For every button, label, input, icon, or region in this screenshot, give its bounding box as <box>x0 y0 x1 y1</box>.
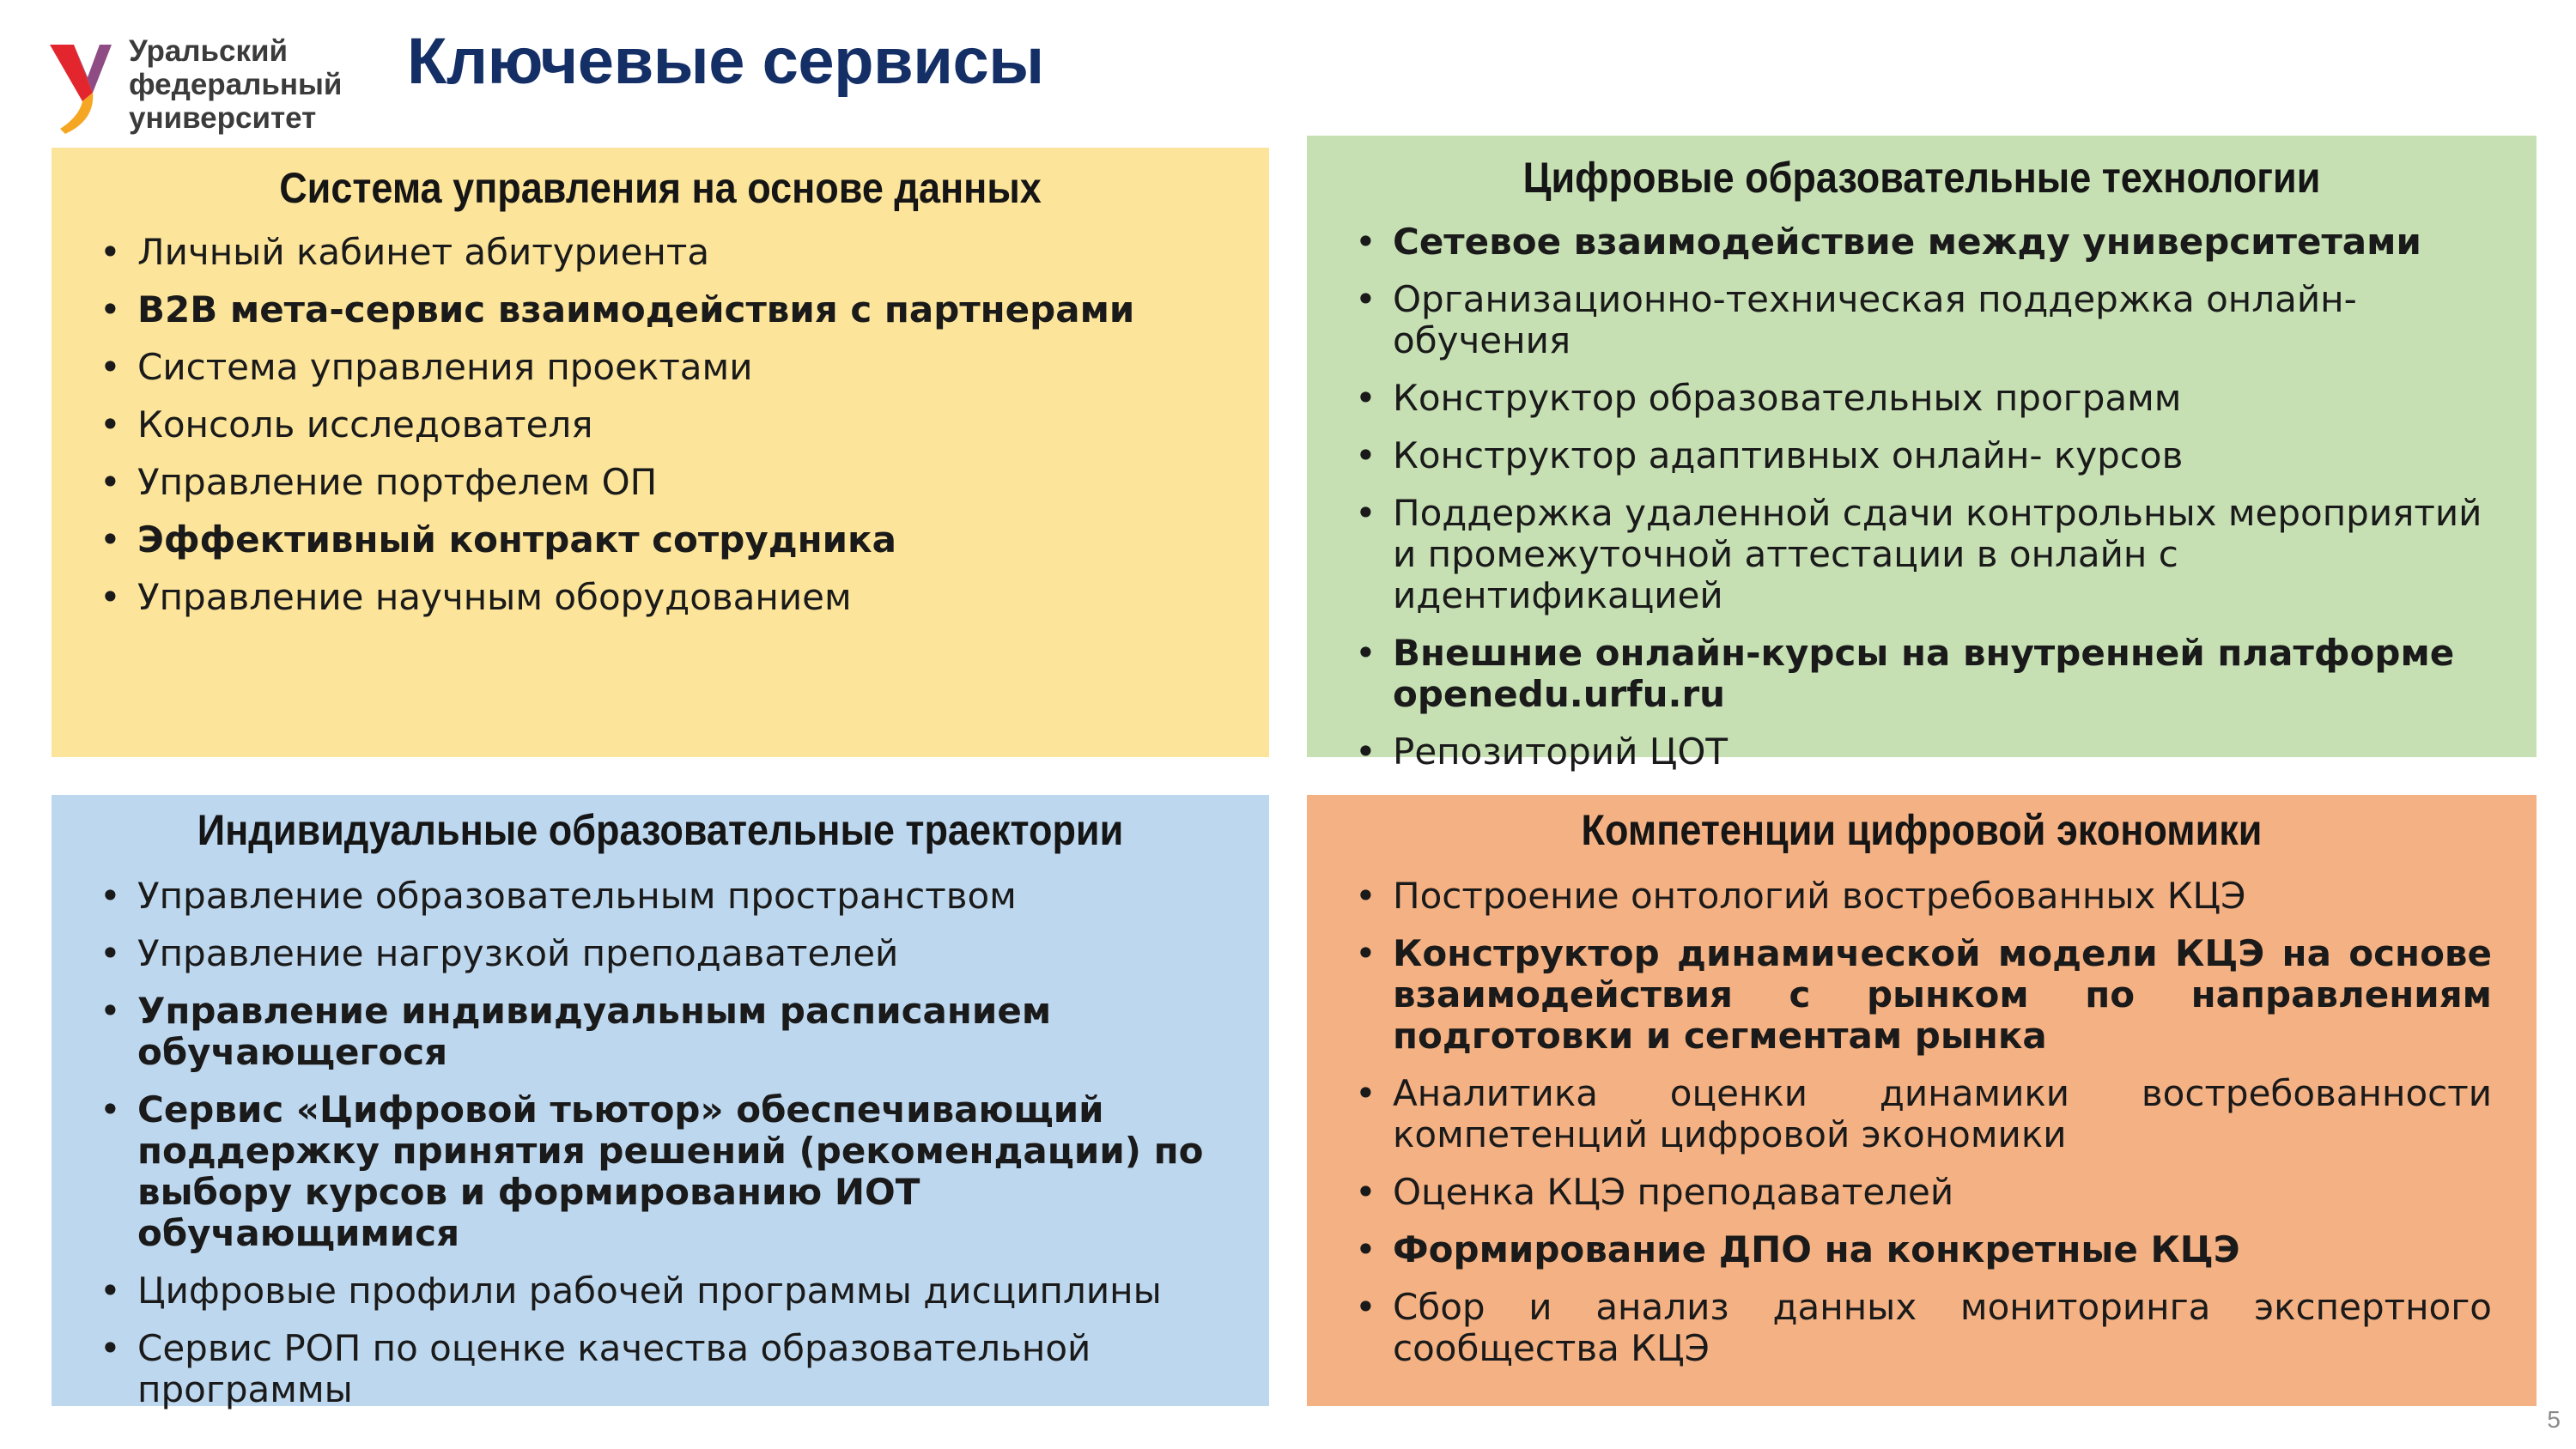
page-number: 5 <box>2547 1406 2561 1433</box>
list-item: • Управление образовательным пространством <box>137 876 1224 917</box>
panel-list <box>1307 221 2537 773</box>
list-item: • Сетевое взаимодействие между университетами <box>1393 221 2492 263</box>
list-item: • Управление нагрузкой преподавателей <box>137 933 1224 974</box>
list-item: • Конструктор динамической модели КЦЭ на основе взаимодействия с рынком по направлениям подготовки и сегментам рынка <box>1393 933 2492 1057</box>
list-item: • Конструктор образовательных программ <box>1393 378 2492 419</box>
logo-line: федеральный <box>129 68 343 101</box>
panel-title: Индивидуальные образовательные траектории <box>197 806 1124 854</box>
list-item: • Управление индивидуальным расписанием обучающегося <box>137 991 1224 1073</box>
list-item: • Сервис «Цифровой тьютор» обеспечивающий поддержку принятия решений (рекомендации) по выбору курсов и формированию ИОТ обучающимися <box>137 1089 1224 1254</box>
panel-list <box>1307 876 2537 1369</box>
panel-digital-edtech <box>1307 136 2537 773</box>
panel-title: Система управления на основе данных <box>279 164 1042 212</box>
list-item: • Управление научным оборудованием <box>137 577 1224 618</box>
panel-list <box>52 876 1269 1410</box>
list-item: • Построение онтологий востребованных КЦЭ <box>1393 876 2492 917</box>
list-item: • Оценка КЦЭ преподавателей <box>1393 1172 2492 1213</box>
page-title: Ключевые сервисы <box>407 25 1044 98</box>
list-item: • Конструктор адаптивных онлайн- курсов <box>1393 435 2492 476</box>
list-item: • Управление портфелем ОП <box>137 462 1224 503</box>
list-item: • Репозиторий ЦОТ <box>1393 731 2492 773</box>
list-item: • Эффективный контракт сотрудника <box>137 519 1224 561</box>
panel-data-management <box>52 148 1269 757</box>
urfu-logo-icon <box>50 41 118 137</box>
list-item: • Аналитика оценки динамики востребованности компетенций цифровой экономики <box>1393 1073 2492 1155</box>
panel-digital-economy-competencies <box>1307 795 2537 1406</box>
logo-text <box>129 34 342 135</box>
list-item: • Поддержка удаленной сдачи контрольных мероприятий и промежуточной аттестации в онлайн с идентификацией <box>1393 493 2492 616</box>
list-item: • Формирование ДПО на конкретные КЦЭ <box>1393 1229 2492 1270</box>
list-item: • Организационно-техническая поддержка онлайн-обучения <box>1393 279 2492 361</box>
panel-title: Компетенции цифровой экономики <box>1581 806 2263 854</box>
urfu-logo <box>50 34 368 142</box>
panel-list <box>52 232 1269 618</box>
list-item: • Сервис РОП по оценке качества образовательной программы <box>137 1328 1224 1410</box>
logo-line: университет <box>129 101 317 135</box>
list-item: • Система управления проектами <box>137 347 1224 388</box>
list-item: • Консоль исследователя <box>137 404 1224 446</box>
list-item: • Цифровые профили рабочей программы дисциплины <box>137 1270 1224 1312</box>
list-item: • Личный кабинет абитуриента <box>137 232 1224 273</box>
list-item: • Внешние онлайн-курсы на внутренней платформе openedu.urfu.ru <box>1393 633 2492 715</box>
list-item: • B2B мета-сервис взаимодействия с партнерами <box>137 289 1224 330</box>
logo-line: Уральский <box>129 34 289 68</box>
panel-title: Цифровые образовательные технологии <box>1522 154 2321 202</box>
list-item: • Сбор и анализ данных мониторинга экспертного сообщества КЦЭ <box>1393 1287 2492 1369</box>
panel-individual-trajectories <box>52 795 1269 1410</box>
